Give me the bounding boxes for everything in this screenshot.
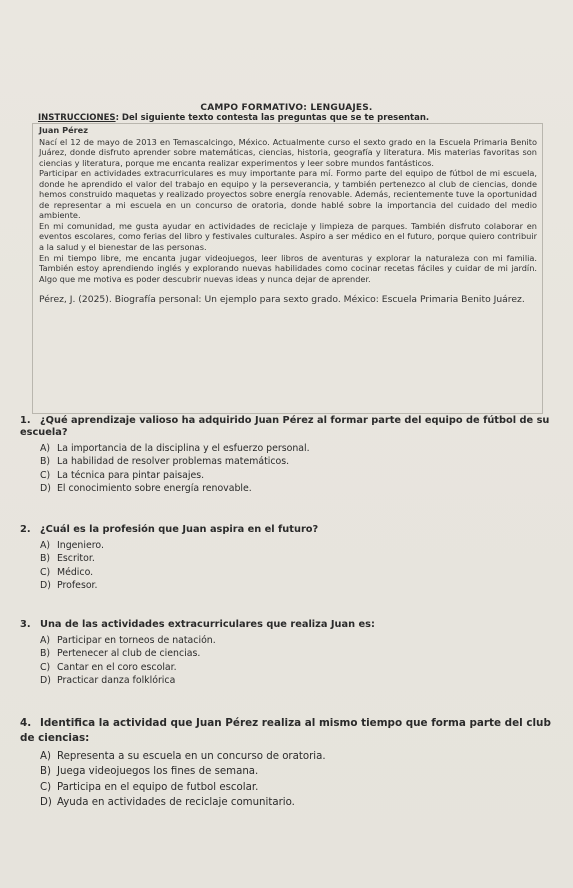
option-a[interactable] xyxy=(40,749,560,764)
option-letter: B) xyxy=(40,553,51,565)
option-letter: C) xyxy=(40,781,52,793)
options-list xyxy=(40,749,560,810)
question-text: ¿Qué aprendizaje valioso ha adquirido Juan Pérez al formar parte del equipo de fútbol de su escuela? xyxy=(20,415,550,438)
option-letter: C) xyxy=(40,469,51,481)
question-1 xyxy=(20,415,560,496)
option-text: La importancia de la disciplina y el esfuerzo personal. xyxy=(57,443,310,454)
option-d[interactable] xyxy=(40,674,560,687)
option-b[interactable] xyxy=(40,764,560,779)
option-text: Practicar danza folklórica xyxy=(57,675,176,687)
option-text: Participar en torneos de natación. xyxy=(57,635,216,646)
question-stem xyxy=(20,619,560,631)
option-text: Pertenecer al club de ciencias. xyxy=(57,648,201,660)
option-letter: A) xyxy=(40,540,51,551)
option-c[interactable] xyxy=(40,469,560,482)
question-stem xyxy=(20,415,560,439)
question-number: 1. xyxy=(20,415,31,426)
question-text: Una de las actividades extracurriculares que realiza Juan es: xyxy=(40,619,375,630)
option-text: Ayuda en actividades de reciclaje comunitario. xyxy=(57,796,295,808)
option-letter: D) xyxy=(40,580,51,592)
option-letter: A) xyxy=(40,751,51,762)
option-d[interactable] xyxy=(40,482,560,495)
option-c[interactable] xyxy=(40,661,560,674)
option-letter: C) xyxy=(40,566,51,578)
question-stem xyxy=(20,716,560,746)
option-text: Médico. xyxy=(57,566,94,578)
question-2 xyxy=(20,524,560,593)
instructions-text: : Del siguiente texto contesta las preguntas que se te presentan. xyxy=(115,113,430,123)
question-number: 4. xyxy=(20,717,32,729)
option-letter: B) xyxy=(40,648,51,660)
passage-paragraph: En mi tiempo libre, me encanta jugar videojuegos, leer libros de aventuras y explorar la naturaleza con mi familia. También estoy aprendiendo inglés y explorando nuevas habilidades como cocinar recetas fáciles y cuidar de mi jardín. Algo que me motiva es poder descubrir nuevas ideas y nunca dejar de aprender. xyxy=(39,252,537,284)
passage-paragraph: Nací el 12 de mayo de 2013 en Temascalcingo, México. Actualmente curso el sexto grado en la Escuela Primaria Benito Juárez, donde disfruto aprender sobre matemáticas, ciencias, historia, geografía y literatura. Mis materias favoritas son ciencias y literatura, porque me encanta realizar experimentos y leer sobre mundos fantásticos. xyxy=(39,136,537,168)
option-letter: A) xyxy=(40,635,51,646)
options-list xyxy=(40,442,560,496)
option-letter: D) xyxy=(40,675,51,687)
question-4 xyxy=(20,716,560,810)
option-letter: C) xyxy=(40,661,51,673)
option-d[interactable] xyxy=(40,579,560,592)
option-text: La técnica para pintar paisajes. xyxy=(57,469,205,481)
question-text: Identifica la actividad que Juan Pérez realiza al mismo tiempo que forma parte del club de ciencias: xyxy=(20,717,551,744)
option-letter: D) xyxy=(40,796,52,808)
passage-citation: Pérez, J. (2025). Biografía personal: Un ejemplo para sexto grado. México: Escuela Primaria Benito Juárez. xyxy=(39,294,525,306)
option-d[interactable] xyxy=(40,795,560,810)
passage-paragraph: Participar en actividades extracurriculares es muy importante para mí. Formo parte del equipo de fútbol de mi escuela, donde he aprendido el valor del trabajo en equipo y la perseverancia, y también pertenezco al club de ciencias, donde hemos construido maquetas y realizado proyectos sobre energía renovable. Además, recientemente tuve la oportunidad de representar a mi escuela en un concurso de oratoria, donde hablé sobre la importancia del cuidado del medio ambiente. xyxy=(39,168,537,221)
option-a[interactable] xyxy=(40,634,560,647)
option-text: El conocimiento sobre energía renovable. xyxy=(57,483,252,495)
question-stem xyxy=(20,524,560,536)
instructions xyxy=(38,113,429,123)
question-number: 3. xyxy=(20,619,31,630)
option-letter: A) xyxy=(40,443,51,454)
option-text: Cantar en el coro escolar. xyxy=(57,661,177,673)
option-text: Juega videojuegos los fines de semana. xyxy=(57,766,259,778)
option-c[interactable] xyxy=(40,566,560,579)
option-text: La habilidad de resolver problemas matemáticos. xyxy=(57,456,290,468)
instructions-label: INSTRUCCIONES xyxy=(38,113,116,123)
passage-author: Juan Pérez xyxy=(39,125,88,135)
question-text: ¿Cuál es la profesión que Juan aspira en el futuro? xyxy=(40,524,319,535)
option-b[interactable] xyxy=(40,552,560,565)
option-text: Representa a su escuela en un concurso de oratoria. xyxy=(57,751,326,762)
option-text: Profesor. xyxy=(57,580,98,592)
option-letter: B) xyxy=(40,766,51,778)
question-3 xyxy=(20,619,560,688)
option-letter: D) xyxy=(40,483,51,495)
question-number: 2. xyxy=(20,524,31,535)
option-text: Participa en el equipo de futbol escolar. xyxy=(57,781,259,793)
option-b[interactable] xyxy=(40,647,560,660)
options-list xyxy=(40,634,560,688)
option-letter: B) xyxy=(40,456,51,468)
reading-passage xyxy=(32,123,543,414)
option-a[interactable] xyxy=(40,442,560,455)
page-title: CAMPO FORMATIVO: LENGUAJES. xyxy=(200,103,373,113)
option-text: Escritor. xyxy=(57,553,95,565)
options-list xyxy=(40,539,560,593)
option-b[interactable] xyxy=(40,455,560,468)
option-a[interactable] xyxy=(40,539,560,552)
option-c[interactable] xyxy=(40,780,560,795)
passage-paragraph: En mi comunidad, me gusta ayudar en actividades de reciclaje y limpieza de parques. También disfruto colaborar en eventos escolares, como ferias del libro y festivales culturales. Aspiro a ser médico en el futuro, porque quiero contribuir a la salud y el bienestar de las personas. xyxy=(39,220,537,253)
option-text: Ingeniero. xyxy=(57,540,104,551)
